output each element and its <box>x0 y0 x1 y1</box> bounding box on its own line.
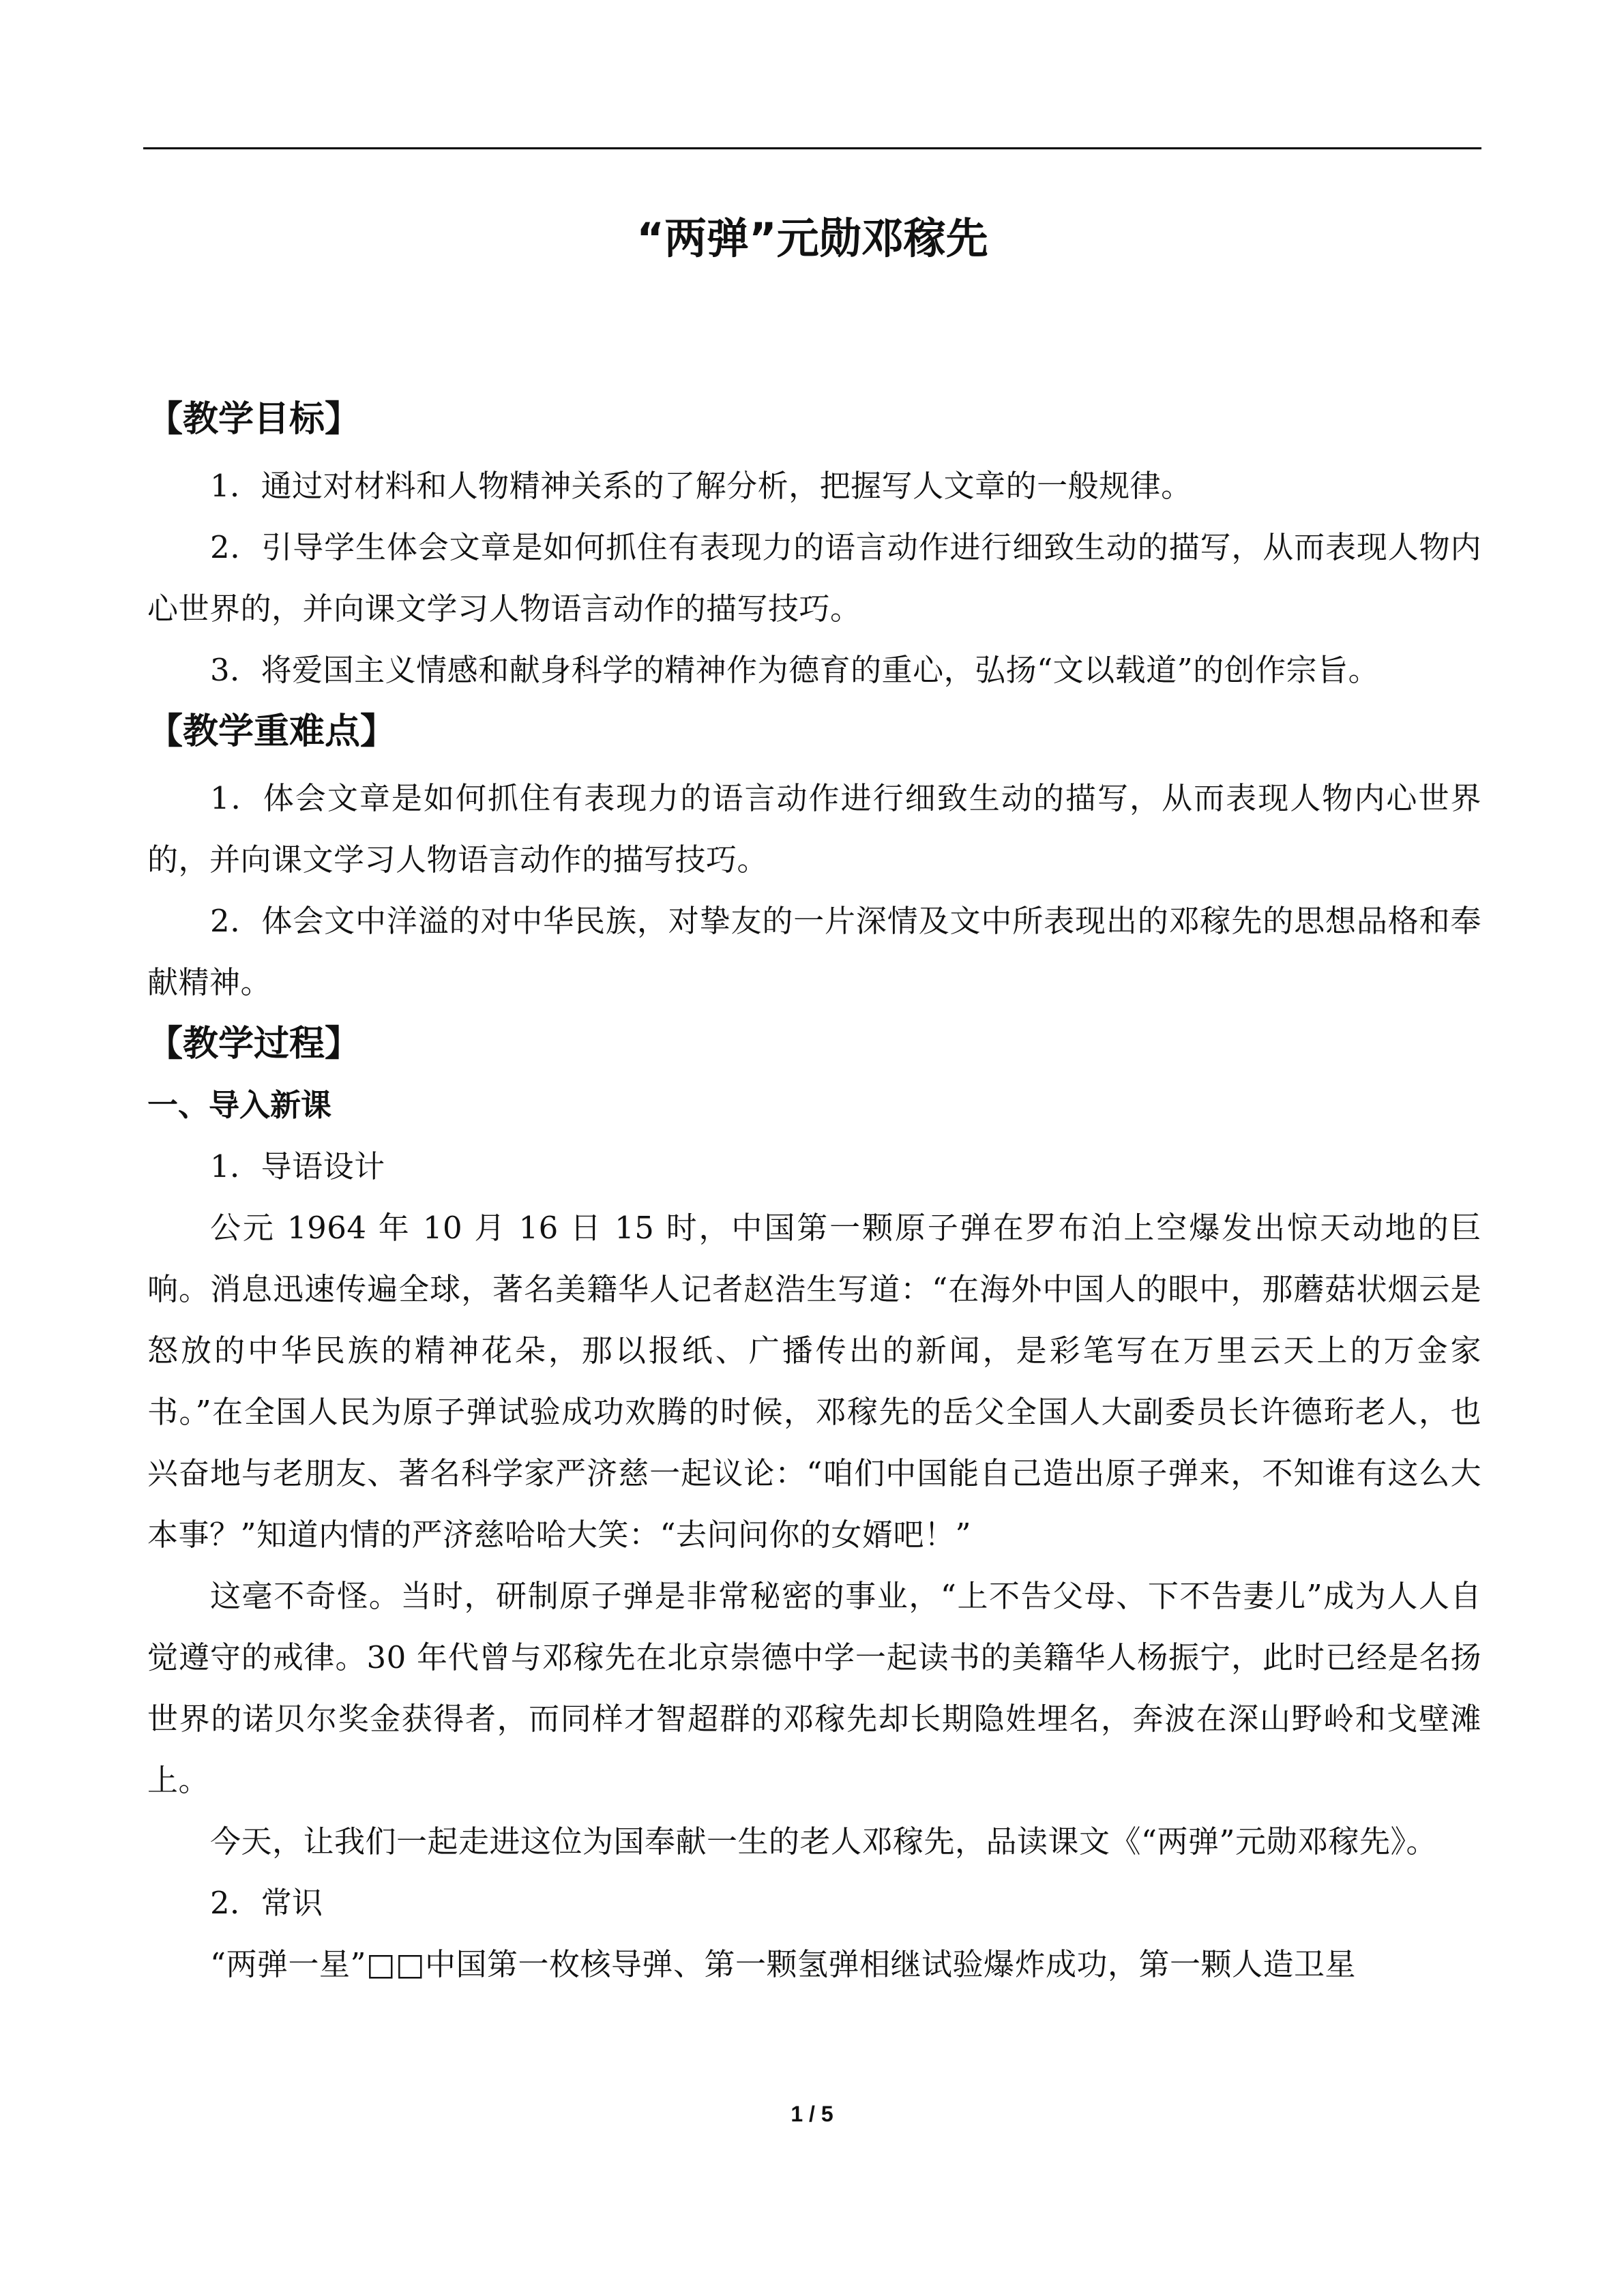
objective-item-2: 2．引导学生体会文章是如何抓住有表现力的语言动作进行细致生动的描写，从而表现人物内心世界的，并向课文学习人物语言动作的描写技巧。 <box>147 529 1481 627</box>
knowledge-text: “两弹一星”□□中国第一枚核导弹、第一颗氢弹相继试验爆炸成功，第一颗人造卫星 <box>210 1946 1357 1982</box>
intro-paragraph-2: 这毫不奇怪。当时，研制原子弹是非常秘密的事业，“上不告父母、下不告妻儿”成为人人自觉遵守的戒律。30 年代曾与邓稼先在北京崇德中学一起读书的美籍华人杨振宁，此时已经是名扬世界的诺贝尔奖金获得者，而同样才智超群的邓稼先却长期隐姓埋名，奔波在深山野岭和戈壁滩上。 <box>147 1578 1481 1798</box>
document-body <box>147 389 1481 1995</box>
objective-item-1: 1．通过对材料和人物精神关系的了解分析，把握写人文章的一般规律。 <box>210 468 1192 504</box>
intro-paragraph-1: 公元 1964 年 10 月 16 日 15 时，中国第一颗原子弹在罗布泊上空爆发出惊天动地的巨响。消息迅速传遍全球，著名美籍华人记者赵浩生写道：“在海外中国人的眼中，那蘑菇状烟云是怒放的中华民族的精神花朵，那以报纸、广播传出的新闻，是彩笔写在万里云天上的万金家书。”在全国人民为原子弹试验成功欢腾的时候，邓稼先的岳父全国人大副委员长许德珩老人，也兴奋地与老朋友、著名科学家严济慈一起议论：“咱们中国能自己造出原子弹来，不知谁有这么大本事？”知道内情的严济慈哈哈大笑：“去问问你的女婿吧！” <box>147 1210 1481 1553</box>
objective-item-3: 3．将爱国主义情感和献身科学的精神作为德育的重心，弘扬“文以载道”的创作宗旨。 <box>210 652 1380 688</box>
knowledge-label: 2．常识 <box>210 1885 323 1921</box>
objectives-heading: 【教学目标】 <box>147 399 361 440</box>
intro-paragraph-3: 今天，让我们一起走进这位为国奉献一生的老人邓稼先，品读课文《“两弹”元勋邓稼先》。 <box>210 1823 1438 1860</box>
key-point-item-2: 2．体会文中洋溢的对中华民族，对挚友的一片深情及文中所表现出的邓稼先的思想品格和奉献精神。 <box>147 903 1481 1000</box>
key-points-heading: 【教学重难点】 <box>147 711 396 752</box>
process-subheading: 一、导入新课 <box>147 1087 332 1123</box>
page-number: 1 / 5 <box>791 2102 833 2126</box>
key-point-item-1: 1．体会文章是如何抓住有表现力的语言动作进行细致生动的描写，从而表现人物内心世界的，并向课文学习人物语言动作的描写技巧。 <box>147 780 1481 878</box>
header-rule <box>143 147 1481 149</box>
process-heading: 【教学过程】 <box>147 1024 361 1064</box>
document-title: “两弹”元勋邓稼先 <box>636 213 988 263</box>
intro-label: 1．导语设计 <box>210 1148 385 1184</box>
